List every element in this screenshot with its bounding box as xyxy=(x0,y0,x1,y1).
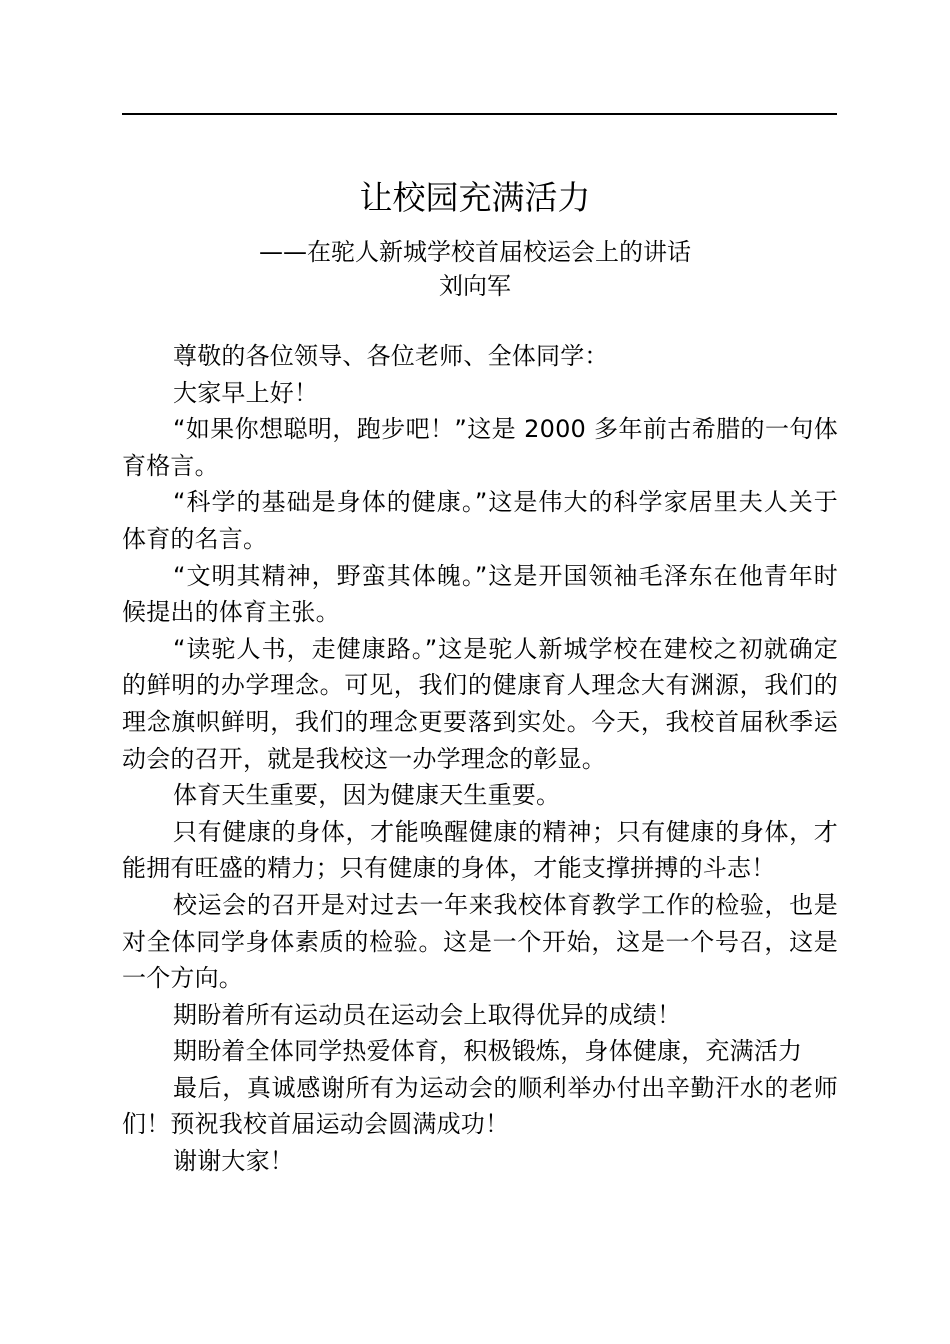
paragraph: “科学的基础是身体的健康。”这是伟大的科学家居里夫人关于体育的名言。 xyxy=(122,488,838,553)
paragraph-salutation: 尊敬的各位领导、各位老师、全体同学： xyxy=(173,342,609,370)
paragraph: 体育天生重要，因为健康天生重要。 xyxy=(173,781,561,810)
paragraph: “读驼人书，走健康路。”这是驼人新城学校在建校之初就确定的鲜明的办学理念。可见，我们的健康育人理念大有渊源，我们的理念旗帜鲜明，我们的理念更要落到实处。今天，我校首届秋季运动会的召开，就是我校这一办学理念的彰显。 xyxy=(122,634,838,773)
speech-body xyxy=(122,338,838,1180)
document-subtitle: ——在驼人新城学校首届校运会上的讲话 xyxy=(259,238,691,266)
paragraph: 校运会的召开是对过去一年来我校体育教学工作的检验，也是对全体同学身体素质的检验。这是一个开始，这是一个号召，这是一个方向。 xyxy=(122,890,838,993)
paragraph: “如果你想聪明，跑步吧！”这是 2000 多年前古希腊的一句体育格言。 xyxy=(122,415,838,480)
header-rule xyxy=(122,113,837,115)
document-author: 刘向军 xyxy=(439,272,511,300)
paragraph: “文明其精神，野蛮其体魄。”这是开国领袖毛泽东在他青年时候提出的体育主张。 xyxy=(122,561,838,627)
paragraph: 只有健康的身体，才能唤醒健康的精神；只有健康的身体，才能拥有旺盛的精力；只有健康的身体，才能支撑拼搏的斗志！ xyxy=(122,817,838,883)
paragraph-greeting: 大家早上好！ xyxy=(173,378,319,407)
document-title: 让校园充满活力 xyxy=(359,178,591,217)
paragraph: 期盼着所有运动员在运动会上取得优异的成绩！ xyxy=(173,1000,682,1029)
paragraph: 最后，真诚感谢所有为运动会的顺利举办付出辛勤汗水的老师们！预祝我校首届运动会圆满成功！ xyxy=(122,1073,838,1139)
paragraph: 期盼着全体同学热爱体育，积极锻炼，身体健康，充满活力 xyxy=(173,1037,803,1066)
paragraph-closing: 谢谢大家！ xyxy=(173,1147,294,1176)
